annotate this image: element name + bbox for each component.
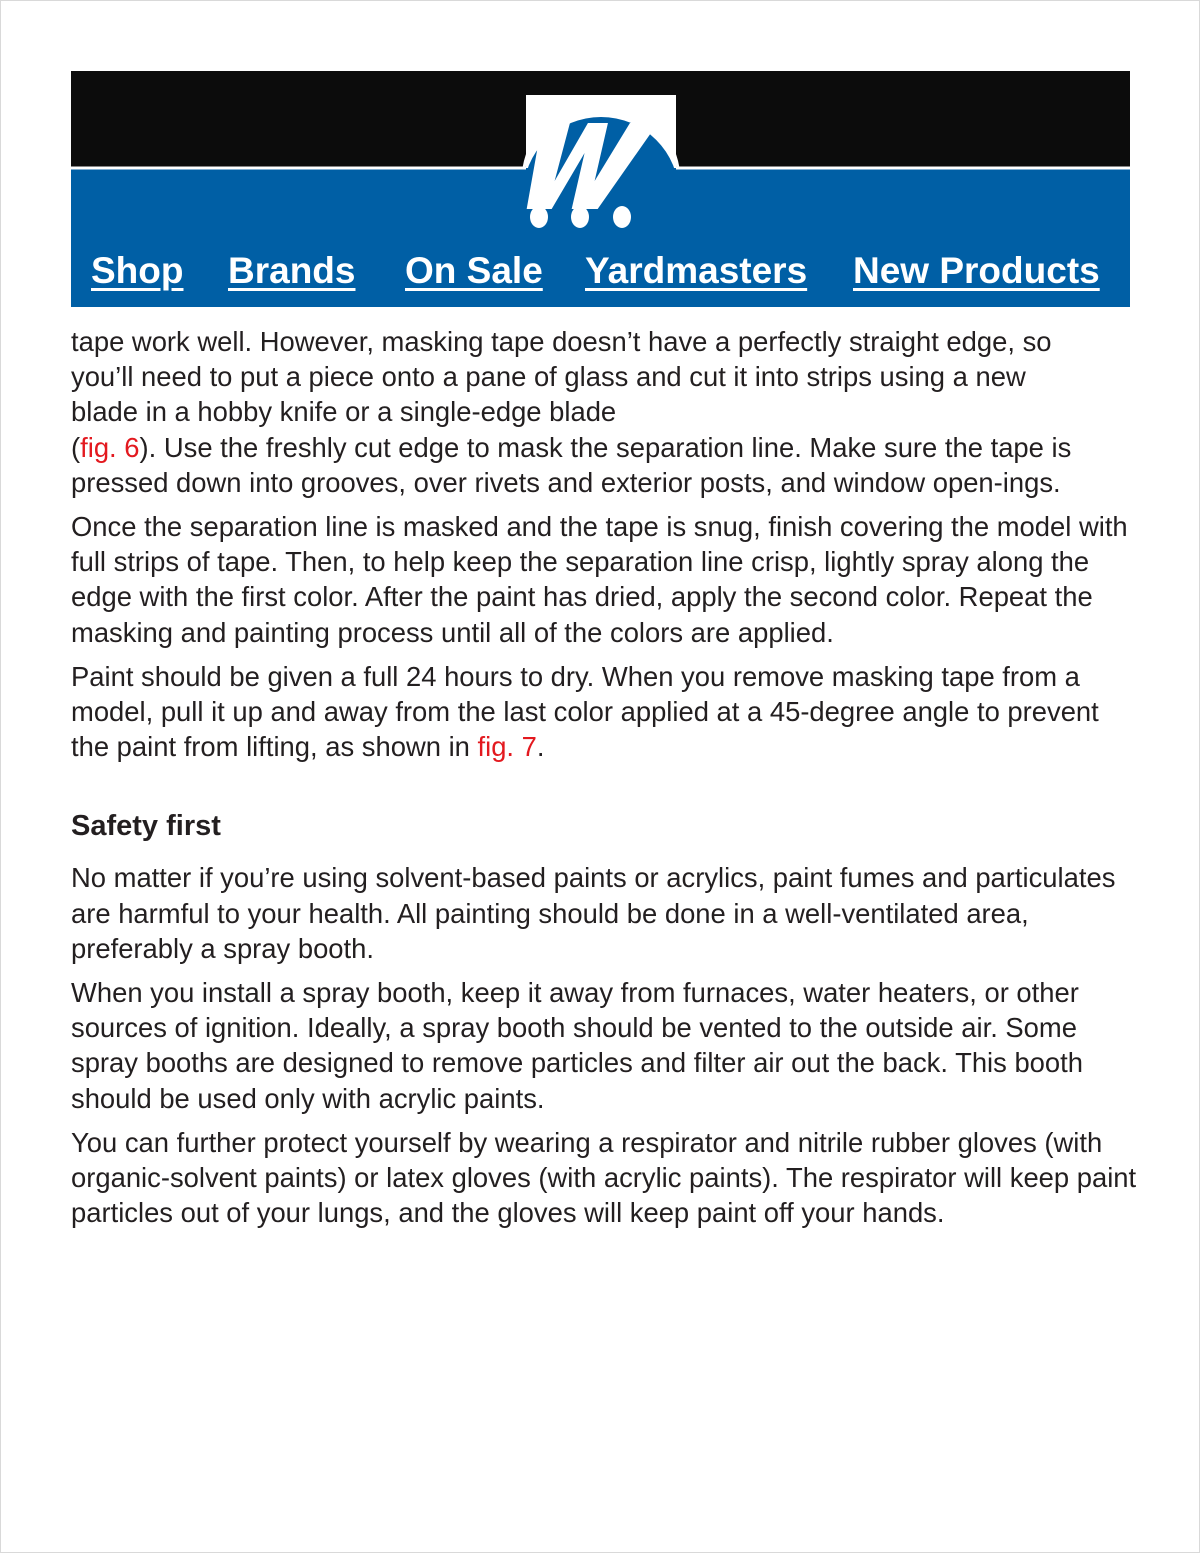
main-nav <box>91 249 1130 293</box>
nav-link-brands[interactable]: Brands <box>228 250 356 291</box>
site-header <box>71 71 1130 307</box>
paragraph-masking-tape <box>71 324 1141 500</box>
paragraph-text: ( <box>71 431 81 463</box>
paragraph-separation-line: Once the separation line is masked and the tape is snug, finish covering the model with full strips of tape. Then, to help keep the separation line crisp, lightly spray along the edge with the first color. After the paint has dried, apply the second color. Repeat the masking and painting process until all of the colors are applied. <box>71 511 1128 648</box>
paragraph-text: ). Use the freshly cut edge to mask the separation line. Make sure the tape is pressed down into grooves, over rivets and exterior posts, and window open-ings. <box>71 431 1072 498</box>
figure-reference-6[interactable]: fig. 6 <box>80 431 140 463</box>
paragraph-text: Paint should be given a full 24 hours to dry. When you remove masking tape from a model, pull it up and away from the last color applied at a 45-degree angle to prevent the paint from lifting, as shown in <box>71 660 1099 763</box>
nav-link-yardmasters[interactable]: Yardmasters <box>585 250 808 291</box>
section-heading-safety: Safety first <box>71 810 221 843</box>
nav-link-new-products[interactable]: New Products <box>853 250 1100 291</box>
paragraph-spray-booth: When you install a spray booth, keep it away from furnaces, water heaters, or other sources of ignition. Ideally, a spray booth should be vented to the outside air. Some spray booths are designed to remove particles and filter air out the back. This booth should be used only with acrylic paints. <box>71 977 1083 1114</box>
paragraph-line: tape work well. However, masking tape doesn’t have a perfectly straight edge, so <box>71 326 1052 357</box>
paragraph-fumes: No matter if you’re using solvent-based paints or acrylics, paint fumes and particulates are harmful to your health. All painting should be done in a well-ventilated area, preferably a spray booth. <box>71 862 1116 964</box>
paragraph-line: you’ll need to put a piece onto a pane of glass and cut it into strips using a new <box>71 361 1026 393</box>
paragraph-paint-drying <box>71 659 1141 765</box>
article-body <box>71 324 1141 1239</box>
paragraph-line: blade in a hobby knife or a single-edge blade <box>71 396 617 428</box>
nav-link-on-sale[interactable]: On Sale <box>405 250 543 291</box>
figure-reference-7[interactable]: fig. 7 <box>477 731 537 763</box>
paragraph-text: . <box>536 731 545 763</box>
nav-link-shop[interactable]: Shop <box>91 250 184 291</box>
paragraph-respirator: You can further protect yourself by wearing a respirator and nitrile rubber gloves (with organic-solvent paints) or latex gloves (with acrylic paints). The respirator will keep paint particles out of your lungs, and the gloves will keep paint off your hands. <box>71 1126 1137 1229</box>
